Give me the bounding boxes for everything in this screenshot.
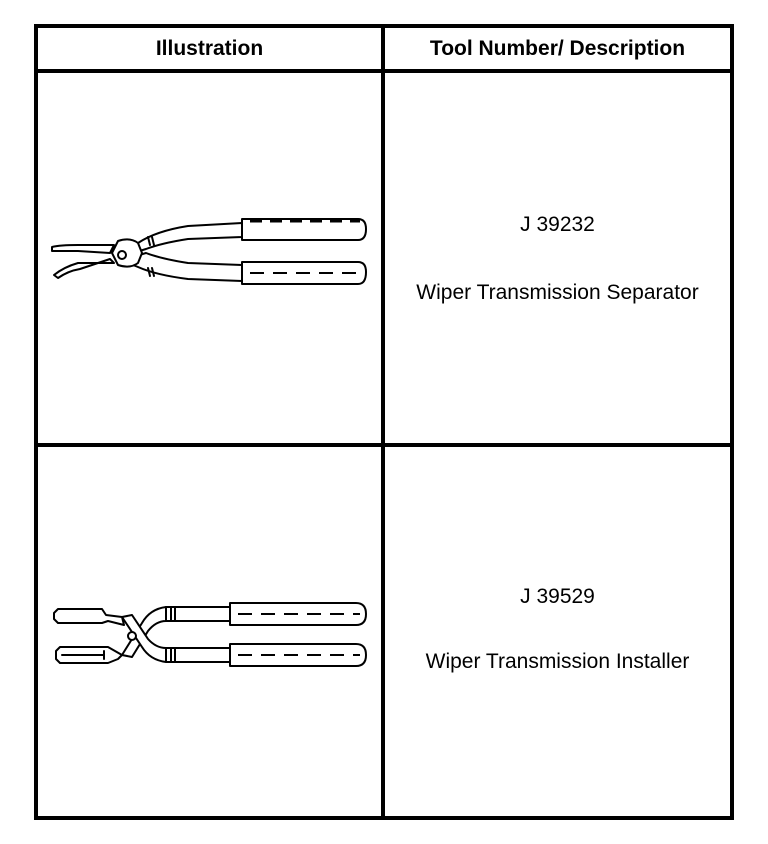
wiper-transmission-separator-pliers-icon [38,73,381,443]
table-row-2-description [385,447,730,816]
header-illustration: Illustration [155,36,264,60]
table-row-1-description [385,73,730,443]
tool-table [34,24,734,820]
tool-number: J 39529 [520,585,595,608]
table-row-2-illustration [38,447,381,816]
header-tool-description: Tool Number/ Description [429,36,686,60]
tool-number: J 39232 [520,213,595,236]
tool-description: Wiper Transmission Installer [425,650,690,673]
table-row-1-illustration [38,73,381,443]
wiper-transmission-installer-pliers-icon [38,447,381,816]
tool-description: Wiper Transmission Separator [416,281,699,304]
